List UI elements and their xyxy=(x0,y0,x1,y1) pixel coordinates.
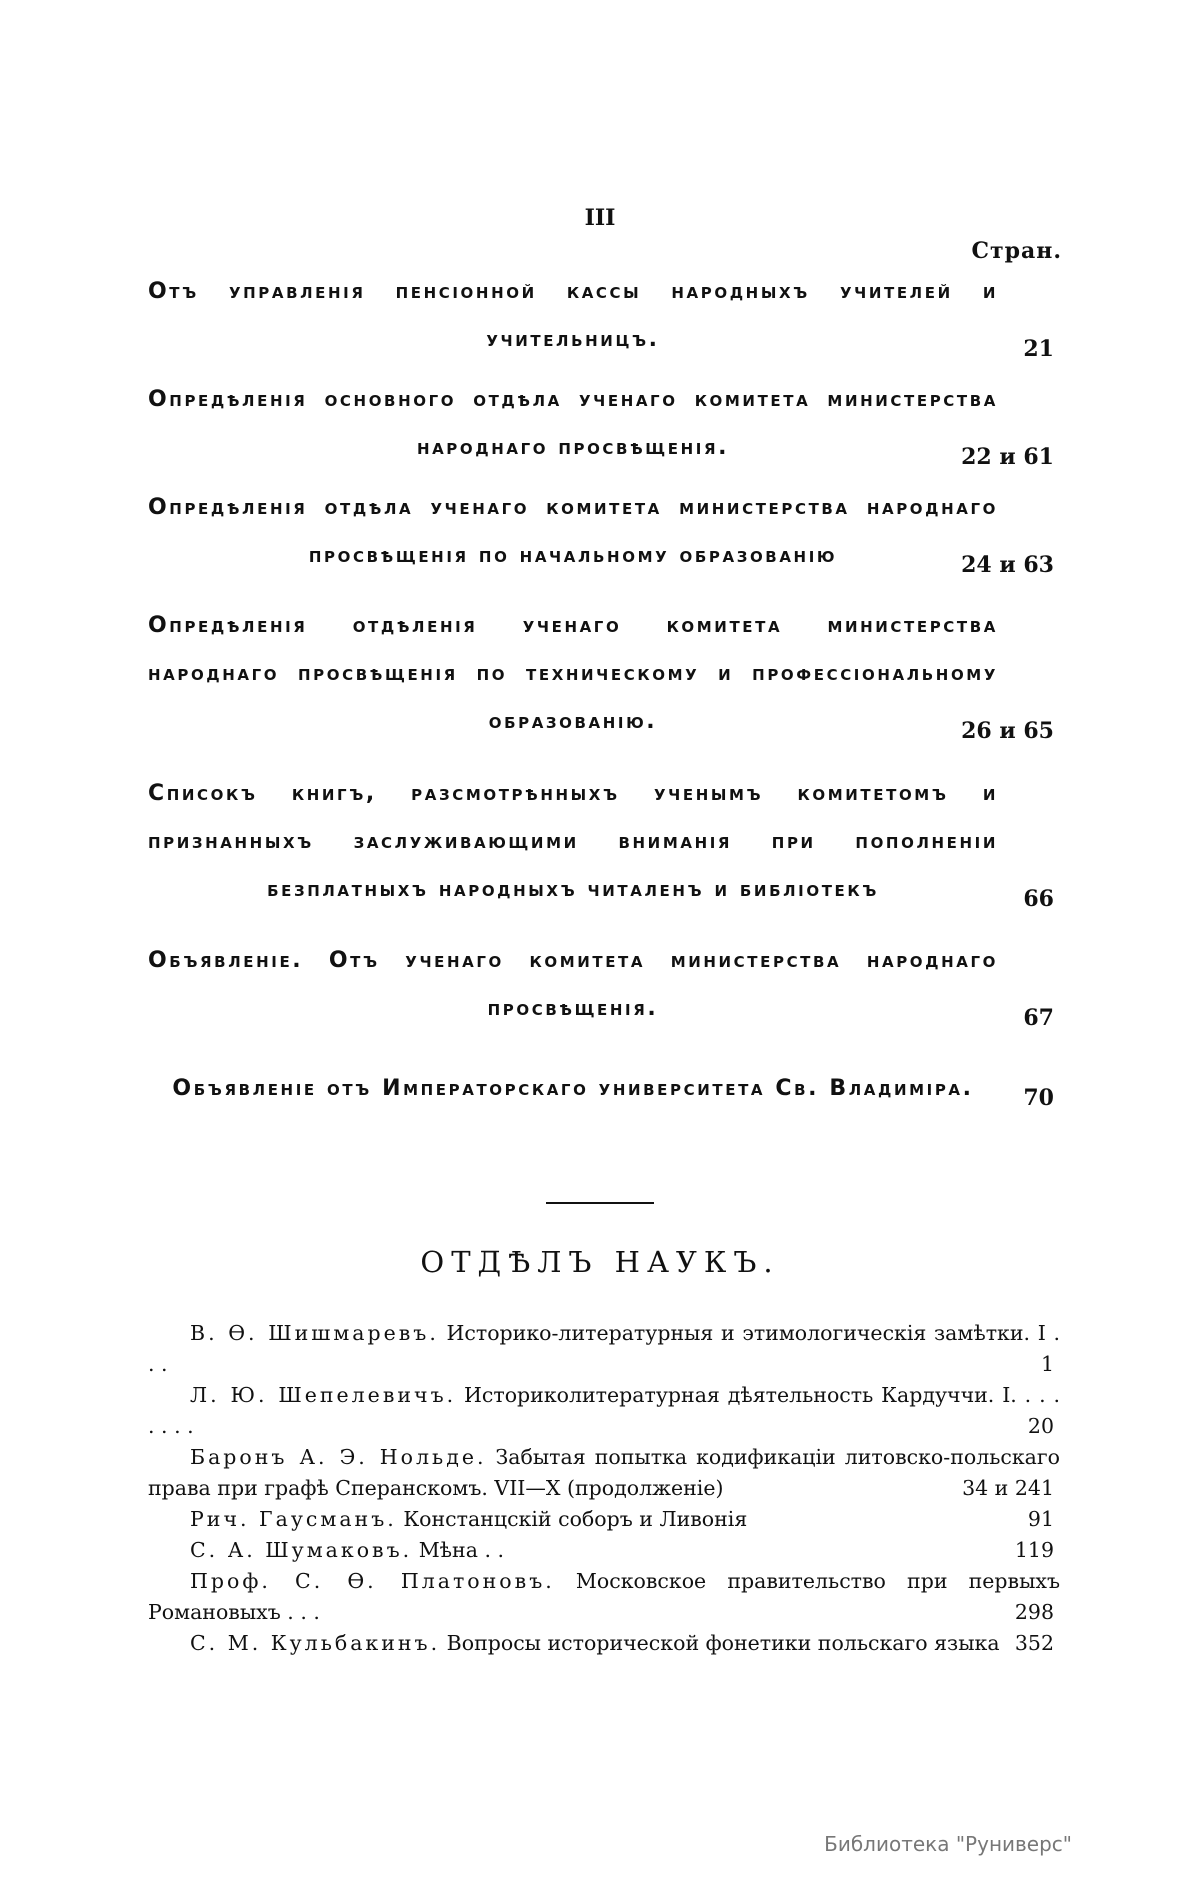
article-pages: 20 xyxy=(1027,1414,1054,1438)
articles-list xyxy=(148,1318,1060,1659)
article-author: С. А. Шумаковъ. xyxy=(190,1538,413,1562)
toc-entry xyxy=(148,937,1060,1033)
article-pages: 91 xyxy=(1027,1507,1054,1531)
article-item xyxy=(148,1504,1060,1535)
article-title: Московское правительство при первыхъ Романовыхъ xyxy=(148,1569,1060,1624)
toc-entry xyxy=(148,484,1060,580)
article-author: В. Ѳ. Шишмаревъ. xyxy=(190,1321,439,1345)
article-item xyxy=(148,1535,1060,1566)
article-author: С. М. Кульбакинъ. xyxy=(190,1631,441,1655)
toc-entry-pages: 26 и 65 xyxy=(961,718,1054,744)
article-title: Констанцскій соборъ и Ливонія xyxy=(403,1507,748,1531)
article-leader: . . . . . . . xyxy=(148,1383,1060,1438)
toc-entry-title: Отъ управленія пенсіонной кассы народныхъ учителей и учительницъ. xyxy=(148,279,998,352)
toc-entry xyxy=(148,602,1060,746)
article-item xyxy=(148,1442,1060,1504)
toc-entry xyxy=(148,1065,1060,1113)
toc-entry-pages: 70 xyxy=(1023,1085,1054,1111)
article-author: Баронъ А. Э. Нольде. xyxy=(190,1445,487,1469)
toc-entry-title: Опредѣленія отдѣла ученаго комитета министерства народнаго просвѣщенія по начальному образованію xyxy=(148,495,998,568)
toc-entry-title: Объявленіе отъ Императорскаго университета Св. Владиміра. xyxy=(172,1076,974,1101)
toc-entry-title: Опредѣленія отдѣленія ученаго комитета министерства народнаго просвѣщенія по техническому и профессіональному образованію. xyxy=(148,613,998,734)
article-pages: 34 и 241 xyxy=(962,1476,1054,1500)
toc-entry-title: Объявленіе. Отъ ученаго комитета министерства народнаго просвѣщенія. xyxy=(148,948,998,1021)
toc-entry-title: Опредѣленія основного отдѣла ученаго комитета министерства народнаго просвѣщенія. xyxy=(148,387,998,460)
toc-entry xyxy=(148,770,1060,914)
toc-entry-pages: 22 и 61 xyxy=(961,444,1054,470)
toc-entry-pages: 24 и 63 xyxy=(961,552,1054,578)
section-divider xyxy=(546,1202,654,1204)
article-leader: . . . xyxy=(280,1600,320,1624)
toc-entry xyxy=(148,268,1060,364)
article-item xyxy=(148,1380,1060,1442)
article-pages: 298 xyxy=(1014,1600,1054,1624)
toc-entry xyxy=(148,376,1060,472)
article-item xyxy=(148,1318,1060,1380)
article-pages: 119 xyxy=(1014,1538,1054,1562)
article-title: Мѣна xyxy=(418,1538,478,1562)
article-author: Рич. Гаусманъ. xyxy=(190,1507,397,1531)
article-title: Забытая попытка кодификаціи литовско-польскаго права при графѣ Сперанскомъ. VII—X (продолженіе) xyxy=(148,1445,1060,1500)
library-watermark: Библиотека "Руниверс" xyxy=(824,1832,1072,1856)
article-title: Историко-литературныя и этимологическія замѣтки. I xyxy=(446,1321,1046,1345)
article-pages: 352 xyxy=(1014,1631,1054,1655)
toc-entry-pages: 67 xyxy=(1023,1005,1054,1031)
toc-entry-pages: 66 xyxy=(1023,886,1054,912)
article-title: Вопросы исторической фонетики польскаго языка xyxy=(446,1631,1000,1655)
article-author: Проф. С. Ѳ. Платоновъ. xyxy=(190,1569,555,1593)
article-title: Историколитературная дѣятельность Кардуччи. I. xyxy=(464,1383,1017,1407)
article-leader: . . xyxy=(477,1538,505,1562)
page-number: III xyxy=(584,205,616,231)
toc-entry-title: Списокъ книгъ, разсмотрѣнныхъ ученымъ комитетомъ и признанныхъ заслуживающими вниманія при пополненіи безплатныхъ народныхъ читаленъ и библіотекъ xyxy=(148,781,998,902)
article-pages: 1 xyxy=(1040,1352,1054,1376)
article-item xyxy=(148,1628,1060,1659)
article-author: Л. Ю. Шепелевичъ. xyxy=(190,1383,457,1407)
section-title: ОТДѢЛЪ НАУКЪ. xyxy=(420,1245,780,1279)
article-item xyxy=(148,1566,1060,1628)
article-leader: . . . xyxy=(148,1321,1060,1376)
pages-column-label: Стран. xyxy=(971,238,1062,264)
toc-entry-pages: 21 xyxy=(1023,336,1054,362)
